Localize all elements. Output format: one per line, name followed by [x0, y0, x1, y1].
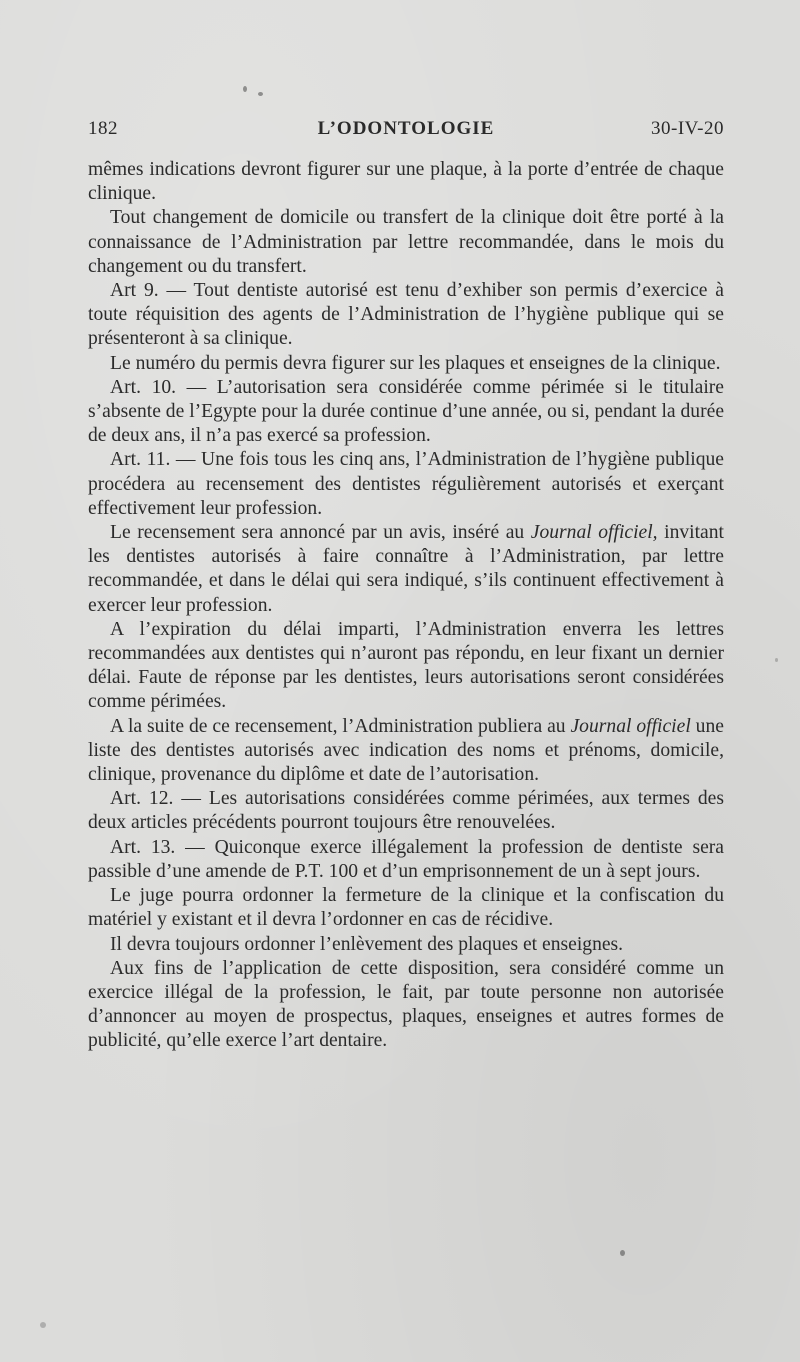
running-title: L’ODONTOLOGIE: [317, 118, 495, 139]
paper-speck: [40, 1322, 46, 1328]
paragraph-census-announcement: [88, 521, 724, 618]
article-10: Art. 10. — L’autorisation sera considérée comme périmée si le titulaire s’absente de l’Egypte pour la durée continue d’une année, ou si, pendant la durée de deux ans, il n’a pas exercé sa profession.: [88, 376, 725, 447]
paragraph: Il devra toujours ordonner l’enlèvement des plaques et enseignes.: [110, 933, 624, 955]
paragraph: Aux fins de l’application de cette disposition, sera considéré comme un exercice illégal de la profession, le fait, par toute personne non autorisée d’annoncer au moyen de prospectus, plaques, enseignes et autres formes de publicité, qu’elle exerce l’art dentaire.: [88, 957, 724, 1052]
paragraph-census-publication: [88, 715, 724, 788]
body-text: [88, 158, 724, 1054]
paragraph: Le juge pourra ordonner la fermeture de la clinique et la confiscation du matériel y existant et il devra l’ordonner en cas de récidive.: [88, 885, 724, 931]
article-12: Art. 12. — Les autorisations considérées comme périmées, aux termes des deux articles précédents pourront toujours être renouvelées.: [88, 788, 724, 834]
paragraph: Tout changement de domicile ou transfert de la clinique doit être porté à la connaissance de l’Administration par lettre recommandée, dans le mois du changement ou du transfert.: [88, 207, 724, 277]
article-13: Art. 13. — Quiconque exerce illégalement la profession de dentiste sera passible d’une amende de P.T. 100 et d’un emprisonnement de un à sept jours.: [88, 836, 724, 882]
page-number: 182: [88, 118, 118, 139]
page-header: [88, 118, 724, 144]
journal-officiel-reference: Journal officiel,: [530, 522, 658, 544]
paragraph: A l’expiration du délai imparti, l’Administration enverra les lettres recommandées aux dentistes qui n’auront pas répondu, en leur fixant un dernier délai. Faute de réponse par les dentistes, leurs autorisations seront considérées comme périmées.: [88, 618, 724, 713]
paragraph-continuation: mêmes indications devront figurer sur une plaque, à la porte d’entrée de chaque clinique.: [88, 159, 724, 205]
article-9: Art 9. — Tout dentiste autorisé est tenu d’exhiber son permis d’exercice à toute réquisition des agents de l’Administration de l’hygiène publique qui se présenteront à sa clinique.: [88, 280, 724, 350]
text-run: invitant les dentistes autorisés à faire connaître à l’Administration, par lettre recommandée, et dans le délai qui sera indiqué, s’ils continuent effectivement à exercer leur profession.: [88, 522, 724, 616]
paper-speck: [775, 658, 778, 662]
paper-speck: [258, 92, 263, 96]
text-run: une liste des dentistes autorisés avec indication des noms et prénoms, domicile, clinique, provenance du diplôme et date de l’autorisation.: [88, 715, 724, 786]
journal-officiel-reference: Journal officiel: [570, 715, 691, 737]
paper-speck: [620, 1250, 625, 1256]
paragraph: Le numéro du permis devra figurer sur les plaques et enseignes de la clinique.: [110, 352, 721, 374]
issue-date: 30-IV-20: [651, 118, 724, 139]
text-run: Le recensement sera annoncé par un avis, inséré au: [110, 522, 531, 544]
article-11: Art. 11. — Une fois tous les cinq ans, l’Administration de l’hygiène publique procédera au recensement des dentistes régulièrement autorisés et exerçant effectivement leur profession.: [88, 449, 724, 519]
paper-speck: [243, 86, 247, 92]
text-run: A la suite de ce recensement, l’Administration publiera au: [110, 715, 571, 737]
